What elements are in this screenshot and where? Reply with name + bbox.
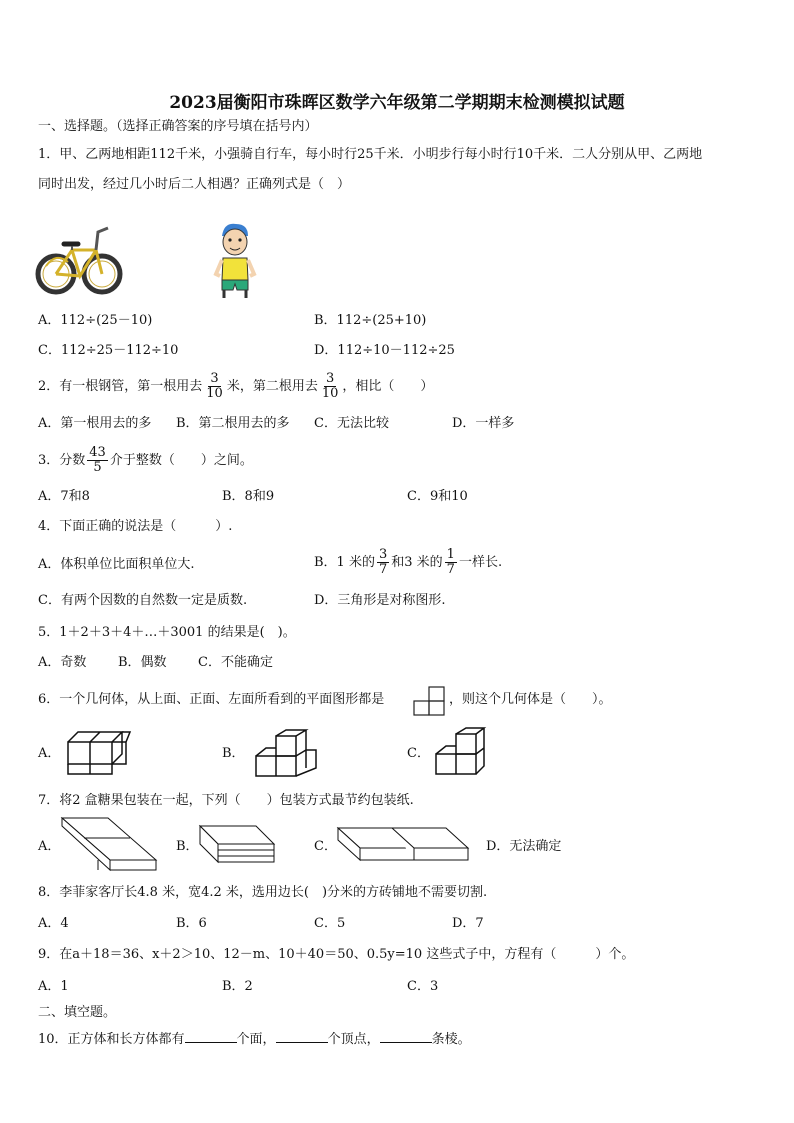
page-title: 2023届衡阳市珠晖区数学六年级第二学期期末检测模拟试题 (169, 93, 625, 113)
q10-blank-faces[interactable] (185, 1030, 237, 1043)
q4-option-b[interactable] (314, 544, 502, 582)
q8-option-b[interactable]: B．6 (176, 916, 207, 931)
q7-option-c-box-icon (336, 826, 470, 862)
q10-blank-edges[interactable] (380, 1030, 432, 1043)
q5-option-b[interactable]: B．偶数 (118, 655, 167, 670)
q4-stem: 4．下面正确的说法是（ ）. (38, 519, 233, 534)
q3-option-a[interactable]: A．7和8 (38, 489, 90, 504)
q10-stem-m1: 个面， (236, 1032, 276, 1047)
q9-option-c[interactable]: C．3 (407, 979, 439, 994)
view-shape-icon (413, 686, 445, 716)
q10-stem-m2: 个顶点， (327, 1032, 380, 1047)
q3-option-c[interactable]: C．9和10 (407, 489, 468, 504)
q2-fraction-1: $\frac{3}{10}$ (206, 371, 223, 401)
q2-stem-post: ，相比（ ） (342, 379, 434, 394)
q6-option-c-cubes-icon (434, 726, 486, 778)
q7-option-c[interactable]: C． (314, 839, 337, 854)
q3-stem-pre: 3．分数 (38, 453, 86, 468)
q7-stem: 7．将2 盒糖果包装在一起，下列（ ）包装方式最节约包装纸. (38, 793, 414, 808)
q4-option-a[interactable]: A．体积单位比面积单位大. (38, 557, 195, 572)
q4-b-fraction-2: $\frac{1}{7}$ (446, 547, 455, 577)
q7-option-b-box-icon (198, 824, 276, 864)
q4-option-c[interactable]: C．有两个因数的自然数一定是质数. (38, 593, 248, 608)
section-2-heading: 二、填空题。 (38, 1005, 117, 1020)
q2-stem (38, 368, 433, 406)
q4-option-d[interactable]: D．三角形是对称图形. (314, 593, 446, 608)
q2-stem-pre: 2．有一根钢管，第一根用去 (38, 379, 203, 394)
q8-stem: 8．李菲家客厅长4.8 米，宽4.2 米，选用边长( )分米的方砖铺地不需要切割. (38, 885, 488, 900)
q1-stem-line2: 同时出发，经过几小时后二人相遇？正确列式是（ ） (38, 177, 351, 192)
q2-stem-mid: 米，第二根用去 (226, 379, 318, 394)
q8-option-a[interactable]: A．4 (38, 916, 69, 931)
q6-option-a[interactable]: A． (38, 746, 61, 761)
q8-option-c[interactable]: C．5 (314, 916, 346, 931)
q1-option-c[interactable]: C．112÷25－112÷10 (38, 343, 179, 358)
q3-fraction: $\frac{43}{5}$ (89, 445, 106, 475)
q1-option-b[interactable]: B．112÷(25+10) (314, 313, 427, 328)
q6-stem-pre: 6．一个几何体，从上面、正面、左面所看到的平面图形都是 (38, 692, 385, 707)
q4-b-fraction-1: $\frac{3}{7}$ (378, 547, 388, 577)
q1-stem-line1: 1．甲、乙两地相距112千米，小强骑自行车，每小时行25千米．小明步行每小时行10千米．二人分别从甲、乙两地 (38, 147, 703, 162)
q7-option-b[interactable]: B． (176, 839, 199, 854)
q6-option-c[interactable]: C． (407, 746, 430, 761)
q9-option-b[interactable]: B．2 (222, 979, 253, 994)
q6-option-b-cubes-icon (254, 730, 320, 778)
q2-option-d[interactable]: D．一样多 (452, 416, 515, 431)
q4-b-mid: 和3 米的 (391, 555, 443, 570)
q4-b-pre: B．1 米的 (314, 555, 375, 570)
q6-option-a-cubes-icon (64, 724, 130, 776)
q5-option-c[interactable]: C．不能确定 (198, 655, 273, 670)
q1-option-d[interactable]: D．112÷10－112÷25 (314, 343, 455, 358)
q10-stem (38, 1030, 471, 1049)
q6-option-b[interactable]: B． (222, 746, 245, 761)
q2-option-a[interactable]: A．第一根用去的多 (38, 416, 152, 431)
q3-option-b[interactable]: B．8和9 (222, 489, 275, 504)
q7-option-a-box-icon (60, 816, 160, 874)
q2-option-c[interactable]: C．无法比较 (314, 416, 389, 431)
boy-icon (214, 222, 256, 300)
q10-stem-pre: 10．正方体和长方体都有 (38, 1032, 185, 1047)
q7-option-a[interactable]: A． (38, 839, 61, 854)
q10-blank-vertices[interactable] (276, 1030, 328, 1043)
q9-option-a[interactable]: A．1 (38, 979, 69, 994)
q3-stem (38, 442, 253, 480)
section-1-heading: 一、选择题。（选择正确答案的序号填在括号内） (38, 119, 318, 134)
q5-option-a[interactable]: A．奇数 (38, 655, 87, 670)
q8-option-d[interactable]: D．7 (452, 916, 484, 931)
q1-option-a[interactable]: A．112÷(25－10) (38, 313, 153, 328)
q7-option-d[interactable]: D．无法确定 (486, 839, 562, 854)
q10-stem-post: 条棱。 (431, 1032, 471, 1047)
q2-option-b[interactable]: B．第二根用去的多 (176, 416, 290, 431)
q3-stem-post: 介于整数（ ）之间。 (109, 453, 253, 468)
bicycle-icon (36, 222, 124, 300)
q5-stem: 5．1＋2＋3＋4＋…＋3001 的结果是( )。 (38, 625, 296, 640)
q6-stem-post: ，则这个几何体是（ ）。 (449, 692, 612, 707)
q2-fraction-2: $\frac{3}{10}$ (321, 371, 339, 401)
q9-stem: 9．在a＋18＝36、x＋2＞10、12－m、10＋40＝50、0.5y=10 这些式子中，方程有（ ）个。 (38, 947, 635, 962)
q4-b-post: 一样长. (458, 555, 503, 570)
